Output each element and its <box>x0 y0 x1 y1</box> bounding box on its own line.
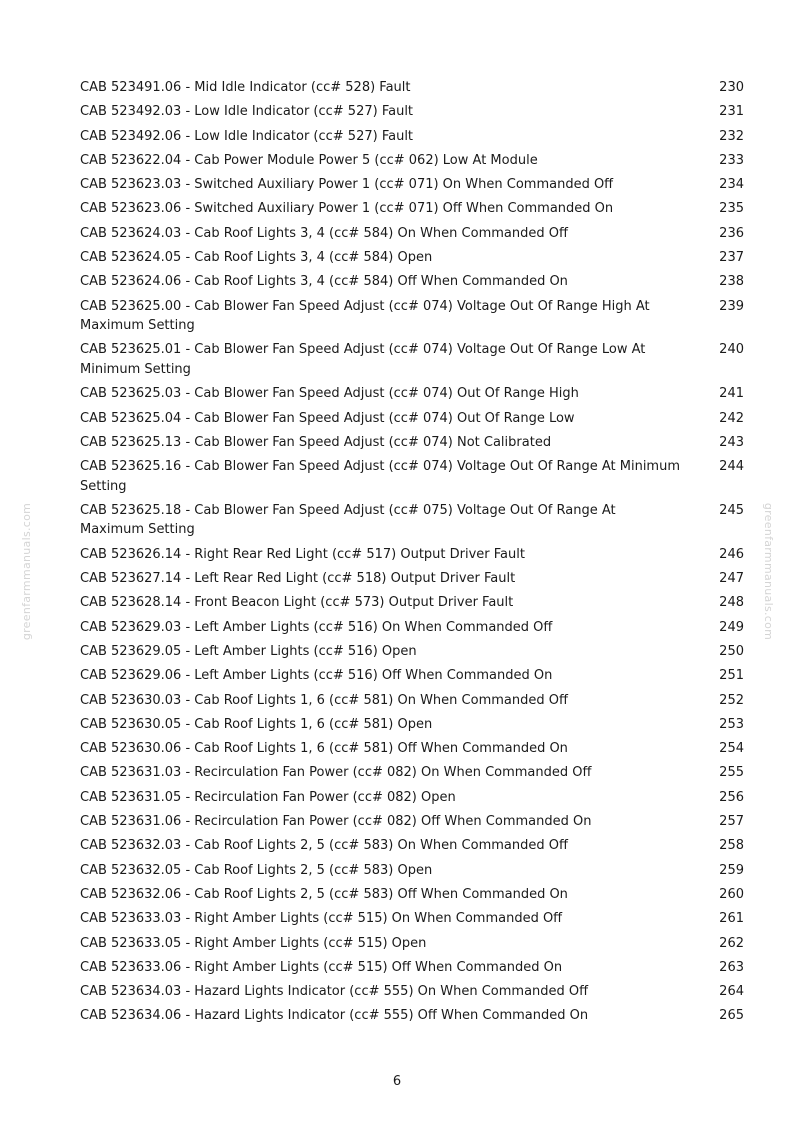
toc-entry[interactable] <box>80 763 744 787</box>
toc-entry-page: 262 <box>719 935 744 951</box>
toc-entry[interactable] <box>80 666 744 690</box>
toc-entry-page: 251 <box>719 668 744 684</box>
toc-entry-title: CAB 523624.05 - Cab Roof Lights 3, 4 (cc# 584) Open <box>80 250 433 266</box>
toc-entry-title: CAB 523622.04 - Cab Power Module Power 5 (cc# 062) Low At Module <box>80 152 538 168</box>
toc-entry-title: CAB 523633.05 - Right Amber Lights (cc# 515) Open <box>80 935 427 951</box>
toc-entry[interactable] <box>80 151 744 175</box>
toc-entry-page: 238 <box>719 274 744 290</box>
toc-entry[interactable] <box>80 199 744 223</box>
toc-entry[interactable] <box>80 384 744 408</box>
toc-entry[interactable] <box>80 433 744 457</box>
toc-entry-title: CAB 523625.18 - Cab Blower Fan Speed Adjust (cc# 075) Voltage Out Of Range At Maximum Setting <box>80 502 616 538</box>
toc-entry[interactable] <box>80 224 744 248</box>
toc-entry-page: 232 <box>719 128 744 144</box>
toc-entry-page: 237 <box>719 250 744 266</box>
toc-entry[interactable] <box>80 78 744 102</box>
toc-entry-title: CAB 523630.06 - Cab Roof Lights 1, 6 (cc# 581) Off When Commanded On <box>80 741 568 757</box>
toc-entry-title: CAB 523633.03 - Right Amber Lights (cc# 515) On When Commanded Off <box>80 911 563 927</box>
page-number: 6 <box>392 1074 402 1089</box>
toc-entry[interactable] <box>80 297 744 341</box>
toc-entry-title: CAB 523631.06 - Recirculation Fan Power (cc# 082) Off When Commanded On <box>80 814 592 830</box>
toc-entry-page: 252 <box>719 692 744 708</box>
toc-entry-page: 243 <box>719 434 744 450</box>
toc-entry-page: 234 <box>719 177 744 193</box>
toc-entry-page: 265 <box>719 1008 744 1024</box>
toc-entry-title: CAB 523625.03 - Cab Blower Fan Speed Adjust (cc# 074) Out Of Range High <box>80 386 579 402</box>
toc-entry[interactable] <box>80 102 744 126</box>
toc-entry-title: CAB 523623.03 - Switched Auxiliary Power 1 (cc# 071) On When Commanded Off <box>80 177 614 193</box>
toc-entry[interactable] <box>80 1006 744 1030</box>
toc-entry[interactable] <box>80 934 744 958</box>
toc-entry-page: 242 <box>719 410 744 426</box>
toc-entry[interactable] <box>80 248 744 272</box>
toc-entry-title: CAB 523629.06 - Left Amber Lights (cc# 516) Off When Commanded On <box>80 668 553 684</box>
toc-entry-page: 253 <box>719 716 744 732</box>
toc-entry[interactable] <box>80 982 744 1006</box>
toc-entry-title: CAB 523631.03 - Recirculation Fan Power (cc# 082) On When Commanded Off <box>80 765 592 781</box>
toc-entry[interactable] <box>80 340 744 384</box>
toc-entry-title: CAB 523628.14 - Front Beacon Light (cc# 573) Output Driver Fault <box>80 595 514 611</box>
toc-entry-page: 256 <box>719 789 744 805</box>
table-of-contents <box>80 78 744 1031</box>
toc-entry-page: 263 <box>719 959 744 975</box>
watermark-right: greenfarmmanuals.com <box>762 502 776 641</box>
toc-entry[interactable] <box>80 715 744 739</box>
toc-entry-title: CAB 523624.03 - Cab Roof Lights 3, 4 (cc# 584) On When Commanded Off <box>80 225 568 241</box>
toc-entry[interactable] <box>80 788 744 812</box>
toc-entry-title: CAB 523629.05 - Left Amber Lights (cc# 516) Open <box>80 643 417 659</box>
toc-entry[interactable] <box>80 812 744 836</box>
toc-entry[interactable] <box>80 175 744 199</box>
toc-entry-title: CAB 523623.06 - Switched Auxiliary Power 1 (cc# 071) Off When Commanded On <box>80 201 614 217</box>
toc-entry-title: CAB 523633.06 - Right Amber Lights (cc# 515) Off When Commanded On <box>80 959 563 975</box>
toc-entry-page: 240 <box>719 342 744 358</box>
toc-entry[interactable] <box>80 691 744 715</box>
watermark-left: greenfarmmanuals.com <box>20 502 34 641</box>
toc-entry-page: 230 <box>719 80 744 95</box>
toc-entry-page: 231 <box>719 104 744 120</box>
toc-entry-title: CAB 523625.00 - Cab Blower Fan Speed Adjust (cc# 074) Voltage Out Of Range High At Maximum Setting <box>80 298 650 334</box>
toc-entry-title: CAB 523631.05 - Recirculation Fan Power (cc# 082) Open <box>80 789 456 805</box>
toc-entry[interactable] <box>80 545 744 569</box>
toc-entry[interactable] <box>80 127 744 151</box>
toc-entry-title: CAB 523624.06 - Cab Roof Lights 3, 4 (cc# 584) Off When Commanded On <box>80 274 568 290</box>
toc-entry-title: CAB 523625.04 - Cab Blower Fan Speed Adjust (cc# 074) Out Of Range Low <box>80 410 575 426</box>
toc-entry-page: 246 <box>719 546 744 562</box>
toc-entry[interactable] <box>80 501 744 545</box>
toc-entry-page: 254 <box>719 741 744 757</box>
toc-entry[interactable] <box>80 958 744 982</box>
toc-entry-title: CAB 523492.06 - Low Idle Indicator (cc# 527) Fault <box>80 128 414 144</box>
toc-entry[interactable] <box>80 739 744 763</box>
toc-entry[interactable] <box>80 569 744 593</box>
toc-entry-title: CAB 523627.14 - Left Rear Red Light (cc# 518) Output Driver Fault <box>80 571 516 587</box>
toc-entry-page: 241 <box>719 386 744 402</box>
toc-entry-title: CAB 523630.03 - Cab Roof Lights 1, 6 (cc# 581) On When Commanded Off <box>80 692 568 708</box>
toc-entry[interactable] <box>80 861 744 885</box>
toc-entry-title: CAB 523629.03 - Left Amber Lights (cc# 516) On When Commanded Off <box>80 619 553 635</box>
toc-entry-page: 248 <box>719 595 744 611</box>
toc-entry-title: CAB 523632.05 - Cab Roof Lights 2, 5 (cc# 583) Open <box>80 862 433 878</box>
toc-entry-page: 257 <box>719 814 744 830</box>
toc-entry-page: 261 <box>719 911 744 927</box>
toc-entry-page: 233 <box>719 152 744 168</box>
toc-entry-title: CAB 523626.14 - Right Rear Red Light (cc# 517) Output Driver Fault <box>80 546 525 562</box>
toc-entry[interactable] <box>80 642 744 666</box>
toc-entry-title: CAB 523634.06 - Hazard Lights Indicator (cc# 555) Off When Commanded On <box>80 1008 589 1024</box>
toc-entry-title: CAB 523492.03 - Low Idle Indicator (cc# 527) Fault <box>80 104 414 120</box>
toc-entry-title: CAB 523625.01 - Cab Blower Fan Speed Adjust (cc# 074) Voltage Out Of Range Low At Minimum Setting <box>80 342 646 377</box>
toc-entry-page: 264 <box>719 984 744 1000</box>
toc-entry-title: CAB 523625.16 - Cab Blower Fan Speed Adjust (cc# 074) Voltage Out Of Range At Minimum Setting <box>80 459 680 494</box>
toc-entry-title: CAB 523625.13 - Cab Blower Fan Speed Adjust (cc# 074) Not Calibrated <box>80 434 552 450</box>
toc-entry-page: 239 <box>719 298 744 314</box>
toc-entry[interactable] <box>80 409 744 433</box>
toc-entry-page: 244 <box>719 459 744 475</box>
toc-entry-title: CAB 523632.06 - Cab Roof Lights 2, 5 (cc# 583) Off When Commanded On <box>80 886 568 902</box>
toc-entry-page: 259 <box>719 862 744 878</box>
toc-entry-page: 258 <box>719 838 744 854</box>
toc-entry[interactable] <box>80 618 744 642</box>
toc-entry-title: CAB 523630.05 - Cab Roof Lights 1, 6 (cc# 581) Open <box>80 716 433 732</box>
toc-entry[interactable] <box>80 909 744 933</box>
toc-entry-page: 235 <box>719 201 744 217</box>
toc-entry-title: CAB 523491.06 - Mid Idle Indicator (cc# 528) Fault <box>80 80 411 95</box>
toc-entry-title: CAB 523632.03 - Cab Roof Lights 2, 5 (cc# 583) On When Commanded Off <box>80 838 568 854</box>
toc-entry-page: 250 <box>719 643 744 659</box>
toc-entry[interactable] <box>80 272 744 296</box>
toc-entry-page: 236 <box>719 225 744 241</box>
toc-entry-page: 249 <box>719 619 744 635</box>
toc-entry[interactable] <box>80 593 744 617</box>
toc-entry-title: CAB 523634.03 - Hazard Lights Indicator (cc# 555) On When Commanded Off <box>80 984 589 1000</box>
toc-entry[interactable] <box>80 885 744 909</box>
toc-entry-page: 245 <box>719 502 744 518</box>
toc-entry[interactable] <box>80 836 744 860</box>
toc-entry-page: 255 <box>719 765 744 781</box>
toc-entry[interactable] <box>80 457 744 501</box>
toc-entry-page: 247 <box>719 571 744 587</box>
toc-entry-page: 260 <box>719 886 744 902</box>
